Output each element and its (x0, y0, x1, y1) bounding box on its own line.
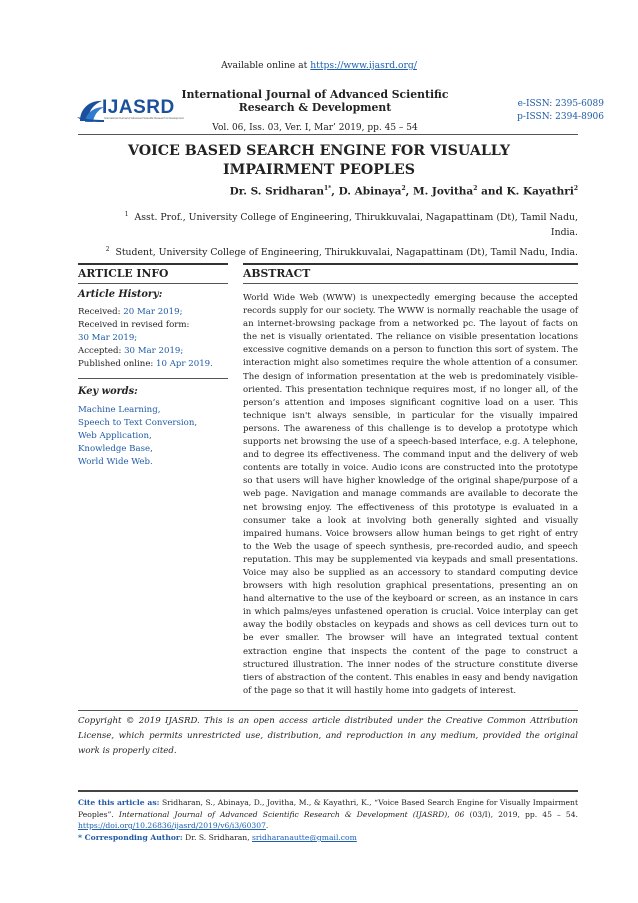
logo-subtext: International Journal of Advanced Scientific Research & Development (104, 117, 184, 120)
doi-link[interactable]: https://doi.org/10.26836/ijasrd/2019/v6/i3/60307 (78, 821, 266, 830)
affiliation-text: Student, University College of Engineering, Thirukkuvalai, Nagapattinam (Dt), Tamil Nadu, India. (115, 247, 578, 259)
paper-title-line1: VOICE BASED SEARCH ENGINE FOR VISUALLY (127, 143, 510, 159)
citation-label: Cite this article as: (78, 798, 160, 807)
abstract-bottom-rule (78, 710, 578, 711)
availability-prefix: Available online at (221, 60, 311, 71)
keywords-heading: Key words: (78, 386, 138, 397)
paper-title-line2: IMPAIRMENT PEOPLES (223, 162, 415, 178)
revised-label: Received in revised form: (78, 320, 190, 330)
accepted-date: 30 Mar 2019; (124, 346, 184, 356)
author-separator: , (405, 185, 413, 198)
citation-issue: (03/I), 2019, pp. 45 – 54. (464, 809, 578, 819)
affiliation-1 (78, 207, 578, 240)
author-name: K. Kayathri (506, 185, 574, 198)
article-history-heading: Article History: (78, 289, 163, 300)
author-affiliation-mark: 1* (323, 185, 332, 192)
affiliation-text: Asst. Prof., University College of Engineering, Thirukkuvalai, Nagapattinam (Dt), Tamil Nadu, (134, 212, 578, 224)
corresponding-author (78, 833, 578, 842)
abstract-heading: ABSTRACT (243, 267, 311, 280)
received-date: 20 Mar 2019; (123, 307, 183, 317)
author-list (60, 185, 578, 198)
author-name: M. Jovitha (412, 185, 474, 198)
keywords-rule (78, 378, 228, 379)
corresponding-label: * Corresponding Author: (78, 833, 183, 842)
author-affiliation-mark: 2 (401, 185, 406, 192)
published-date: 10 Apr 2019. (156, 359, 213, 369)
logo-wordmark: IJASRD (102, 97, 175, 118)
affiliation-number: 2 (105, 246, 110, 253)
citation-journal: International Journal of Advanced Scientific Research & Development (IJASRD), 06 (118, 809, 465, 819)
journal-title-line2: Research & Development (238, 101, 392, 114)
paper-title (60, 142, 578, 180)
pissn: p-ISSN: 2394-8906 (517, 112, 604, 122)
revised-date: 30 Mar 2019; (78, 333, 138, 343)
article-info-top-rule (78, 263, 228, 265)
keywords-list (78, 404, 233, 469)
author-name: Dr. S. Sridharan (229, 185, 324, 198)
author-affiliation-mark: 2 (573, 185, 578, 192)
author-name: D. Abinaya (338, 185, 402, 198)
journal-url-link[interactable]: https://www.ijasrd.org/ (310, 60, 417, 71)
keyword-item: Web Application, (78, 431, 152, 441)
affiliation-number: 1 (124, 211, 129, 218)
article-history (78, 306, 233, 371)
article-info-heading: ARTICLE INFO (78, 267, 169, 280)
author-affiliation-mark: 2 (473, 185, 478, 192)
author-separator: , (331, 185, 339, 198)
issn-block (484, 98, 604, 124)
journal-title-line1: International Journal of Advanced Scientific (181, 88, 449, 101)
author-separator: and (477, 185, 507, 198)
affiliation-2 (78, 242, 578, 260)
abstract-rule (243, 283, 578, 284)
published-label: Published online: (78, 359, 157, 369)
citation-text: Sridharan, S., Abinaya, D., Jovitha, M., & Kayathri, K., “Voice Based Search Engine for Visually Impairment Peoples”. (78, 798, 578, 819)
abstract-text: World Wide Web (WWW) is unexpectedly emerging because the accepted records supply for our society. The WWW is normally reachable the usage of an internet-browsing package from a networked pc. The layout of facts on the net is visually orientated. The reliance on visible presentation locations excessive cognitive demands on a person to function this sort of system. The interaction might also sometimes require the whole attention of a consumer. The design of information presentation at the web is predominately visible-oriented. This presentation technique requires most, if no longer all, of the person’s attention and imposes significant cognitive load on a user. This technique isn't always sensible, in particular for the visually impaired persons. The awareness of this challenge is to develop a prototype which supports net browsing the use of a speech-based interface, e.g. A telephone, and to degree its effectiveness. The command input and the delivery of web contents are totally in voice. Audio icons are constructed into the prototype so that users will have higher knowledge of the original shape/purpose of a web page. Navigation and manage commands are available to decorate the net browsing enjoy. The effectiveness of this prototype is evaluated in a consumer take a look at involving both generally sighted and visually impaired humans. Voice browsers allow human beings to get right of entry to the Web the usage of speech synthesis, pre-recorded audio, and speech reputation. This may be supplemented via keypads and small presentations. Voice may also be supplied as an accessory to standard computing device browsers with high resolution graphical presentations, presenting an on hand alternative to the use of the keyboard or screen, as an instance in cars in which palms/eyes unfastened operation is crucial. Voice interplay can get away the bodily obstacles on keypads and shows as cell devices turn out to be ever smaller. The browser will have an integrated textual content extraction engine that inspects the content of the page to construct a structured illustration. The inner nodes of the structure constitute diverse tiers of abstraction of the content. This enables in easy and bendy navigation of the page so that it will hastily home into gadgets of interest. (243, 293, 578, 696)
citation-end: . (265, 821, 269, 830)
footer-rule (78, 790, 578, 792)
keyword-item: Knowledge Base, (78, 444, 153, 454)
keyword-item: World Wide Web. (78, 457, 153, 467)
abstract-top-rule (243, 263, 578, 265)
availability-line (0, 60, 638, 71)
article-info-rule (78, 283, 228, 284)
eissn: e-ISSN: 2395-6089 (517, 99, 604, 109)
email-link[interactable]: sridharanautte@gmail.com (252, 833, 357, 842)
citation-block (78, 797, 578, 832)
received-label: Received: (78, 307, 124, 317)
copyright-notice: Copyright © 2019 IJASRD. This is an open access article distributed under the Creative Common Attribution License, which permits unrestricted use, distribution, and reproduction in any medium, provided the original work is properly cited. (78, 716, 578, 756)
keyword-item: Machine Learning, (78, 405, 161, 415)
header-divider (78, 134, 578, 135)
accepted-label: Accepted: (78, 346, 125, 356)
affiliation-text-cont: India. (550, 227, 578, 239)
volume-info: Vol. 06, Iss. 03, Ver. I, Mar’ 2019, pp. 45 – 54 (212, 123, 418, 133)
corresponding-name: Dr. S. Sridharan, (182, 833, 253, 842)
keyword-item: Speech to Text Conversion, (78, 418, 198, 428)
